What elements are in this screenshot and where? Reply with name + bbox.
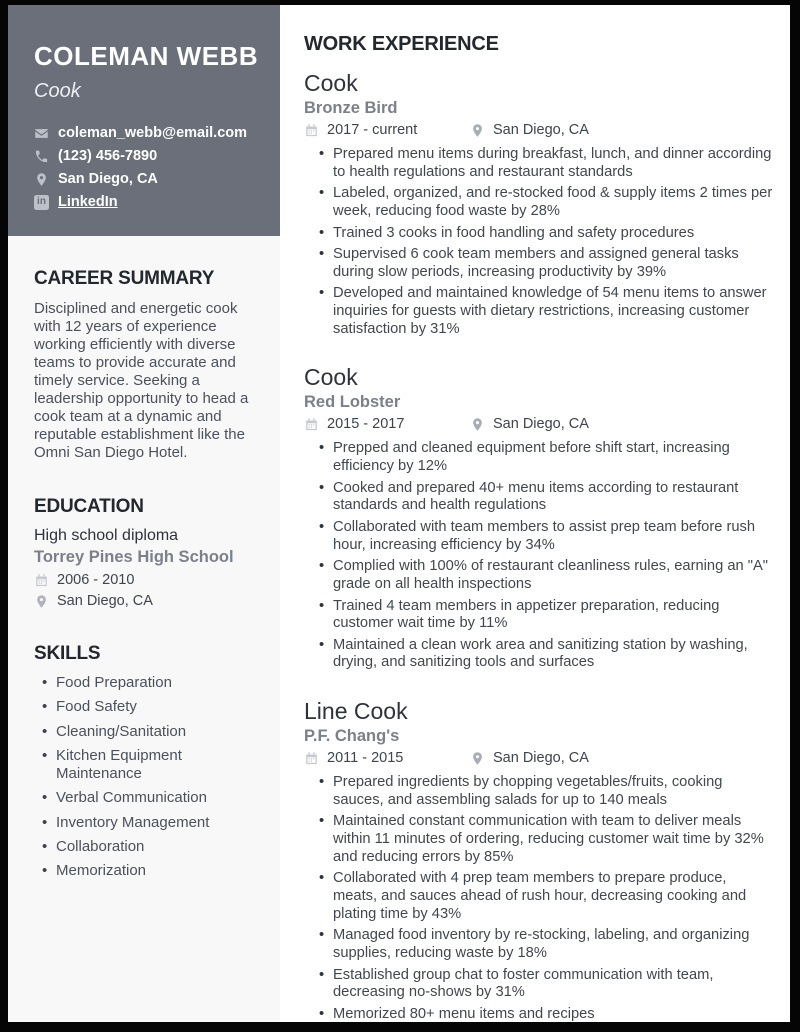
job-bullet: • Prepared ingredients by chopping vegetables/fruits, cooking sauces, and assembling salads for up to 140 meals [333, 774, 774, 809]
job-dates: 2011 - 2015 [327, 750, 404, 767]
job-entry [304, 70, 774, 338]
job-dates-group [304, 750, 470, 766]
job-bullet: • Developed and maintained knowledge of 54 menu items to answer inquiries for guests with dietary restrictions, increasing customer satisfaction by 31% [333, 285, 774, 338]
job-location-group [470, 122, 589, 138]
contact-list [34, 125, 262, 210]
email-icon [34, 126, 49, 141]
job-title: Line Cook [304, 698, 408, 725]
job-dates-group [304, 122, 470, 138]
job-bullet: • Supervised 6 cook team members and assigned general tasks during slow periods, increasing productivity by 39% [333, 246, 774, 281]
sidebar [8, 5, 280, 1022]
resume-page [8, 5, 790, 1022]
phone-icon [34, 149, 49, 164]
job-dates: 2017 - current [327, 122, 418, 138]
contact-label: San Diego, CA [58, 171, 158, 187]
career-summary-text: Disciplined and energetic cook with 12 years of experience working efficiently with diverse teams to provide accurate and timely service. Seeking a leadership opportunity to head a cook team at a dynamic and reputable establishment like the Omni San Diego Hotel. [34, 300, 249, 461]
skill-item: • Kitchen Equipment Maintenance [56, 747, 260, 784]
job-bullet: • Prepped and cleaned equipment before shift start, increasing efficiency by 12% [333, 440, 774, 475]
career-summary-heading: CAREER SUMMARY [34, 268, 215, 289]
job-title: Cook [304, 70, 358, 96]
job-bullet: • Established group chat to foster communication with team, decreasing no-shows by 31% [333, 967, 774, 1002]
education-school: Torrey Pines High School [34, 548, 234, 566]
linkedin-icon: in [34, 195, 49, 210]
education-heading: EDUCATION [34, 496, 144, 517]
contact-row [34, 171, 262, 187]
skills-heading: SKILLS [34, 643, 101, 664]
job-dates: 2015 - 2017 [327, 416, 405, 433]
job-bullet: • Prepared menu items during breakfast, lunch, and dinner according to health regulations and restaurant standards [333, 146, 774, 181]
skills-list [34, 674, 260, 881]
job-location-group [470, 750, 589, 766]
calendar-icon [304, 123, 319, 138]
job-location: San Diego, CA [493, 122, 589, 138]
contact-label: (123) 456-7890 [58, 148, 158, 164]
skill-item: • Verbal Communication [56, 789, 260, 807]
job-entry [304, 364, 774, 672]
career-summary-section [34, 268, 260, 462]
job-bullet-list [304, 146, 774, 338]
location-icon [470, 751, 485, 766]
sidebar-body [8, 236, 280, 1022]
job-bullet: • Trained 3 cooks in food handling and safety procedures [333, 225, 774, 243]
job-bullet-list [304, 440, 774, 672]
job-bullet: • Cooked and prepared 40+ menu items according to restaurant standards and health regulations [333, 480, 774, 515]
job-bullet: • Complied with 100% of restaurant cleanliness rules, earning an "A" grade on all health inspections [333, 558, 774, 593]
education-dates: 2006 - 2010 [57, 572, 135, 588]
job-location-group [470, 416, 589, 432]
job-bullet: • Labeled, organized, and re-stocked food & supply items 2 times per week, reducing food waste by 28% [333, 185, 774, 220]
job-entry [304, 698, 774, 1022]
job-dates-group [304, 416, 470, 432]
location-icon [34, 594, 49, 609]
education-dates-row [34, 572, 260, 588]
job-bullet: • Memorized 80+ menu items and recipes [333, 1006, 774, 1022]
person-name: COLEMAN WEBB [34, 41, 259, 71]
contact-label: coleman_webb@email.com [58, 125, 248, 141]
job-meta-row [304, 750, 774, 766]
person-job-title: Cook [34, 80, 81, 102]
job-bullet: • Collaborated with 4 prep team members to prepare produce, meats, and sauces ahead of rush hour, decreasing cooking and plating time by 43% [333, 870, 774, 923]
skill-item: • Inventory Management [56, 814, 260, 832]
location-icon [470, 417, 485, 432]
skill-item: • Food Preparation [56, 674, 260, 692]
skill-item: • Collaboration [56, 838, 260, 856]
job-bullet: • Collaborated with team members to assist prep team before rush hour, increasing efficiency by 34% [333, 519, 774, 554]
contact-row [34, 125, 262, 141]
job-bullet: • Trained 4 team members in appetizer preparation, reducing customer wait time by 11% [333, 598, 774, 633]
main-column [280, 5, 790, 1022]
job-company: P.F. Chang's [304, 727, 400, 746]
job-bullet: • Maintained constant communication with team to deliver meals within 11 minutes of ordering, reducing customer wait time by 32% and reducing errors by 85% [333, 813, 774, 866]
header-card [8, 5, 280, 236]
education-location: San Diego, CA [57, 593, 153, 609]
job-list [304, 70, 774, 1022]
work-experience-heading: WORK EXPERIENCE [304, 33, 499, 55]
skill-item: • Food Safety [56, 698, 260, 716]
job-bullet: • Maintained a clean work area and sanitizing station by washing, drying, and sanitizing tools and surfaces [333, 637, 774, 672]
job-meta-row [304, 416, 774, 432]
calendar-icon [34, 573, 49, 588]
job-location: San Diego, CA [493, 750, 589, 767]
calendar-icon [304, 417, 319, 432]
job-company: Bronze Bird [304, 99, 398, 117]
skill-item: • Memorization [56, 862, 260, 880]
skills-section [34, 643, 260, 881]
education-degree: High school diploma [34, 527, 179, 544]
job-bullet: • Managed food inventory by re-stocking, labeling, and organizing supplies, reducing waste by 18% [333, 927, 774, 962]
job-title: Cook [304, 364, 358, 391]
job-company: Red Lobster [304, 393, 401, 412]
location-icon [470, 123, 485, 138]
job-meta-row [304, 122, 774, 138]
skill-item: • Cleaning/Sanitation [56, 723, 260, 741]
job-bullet-list [304, 774, 774, 1022]
calendar-icon [304, 751, 319, 766]
education-location-row [34, 593, 260, 609]
location-icon [34, 172, 49, 187]
education-section [34, 496, 260, 609]
contact-row [34, 148, 262, 164]
job-location: San Diego, CA [493, 416, 589, 433]
contact-label[interactable]: LinkedIn [58, 194, 118, 210]
contact-row[interactable] [34, 194, 262, 210]
